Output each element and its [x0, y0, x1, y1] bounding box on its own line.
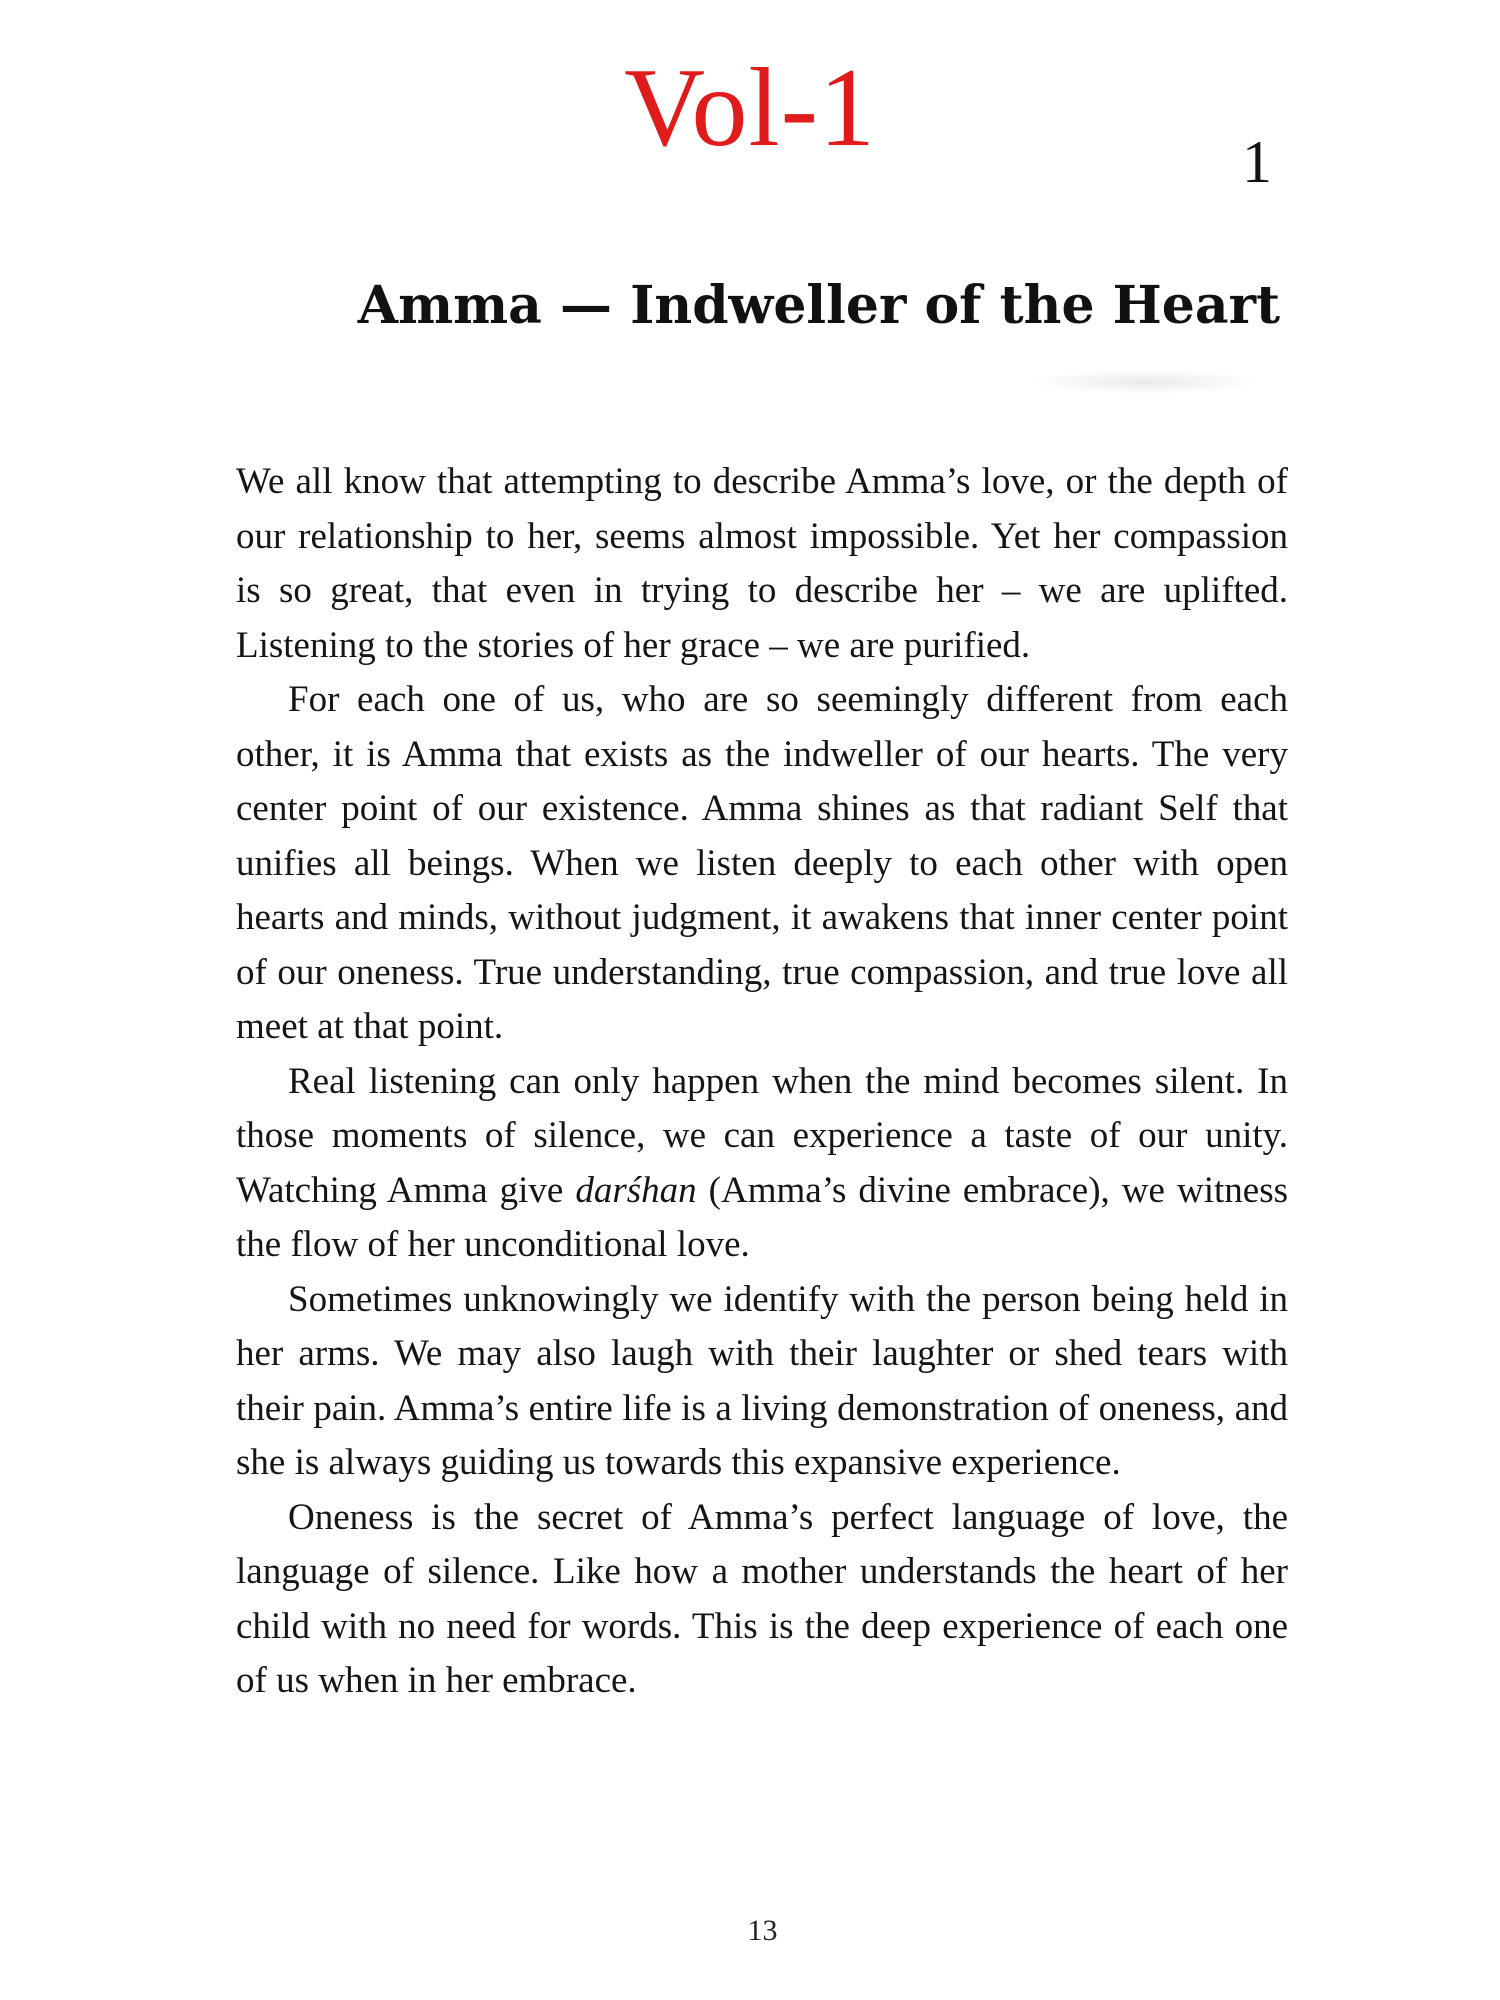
paragraph-4: Sometimes unknowingly we identify with the person being held in her arms. We may also laugh with their laughter or shed tears with their pain. Amma’s entire life is a living demonstration of oneness, and she is always guiding us towards this expansive experience. — [236, 1278, 1288, 1483]
page-number: 13 — [747, 1914, 778, 1947]
scan-speck — [1030, 370, 1260, 394]
paragraph-5: Oneness is the secret of Amma’s perfect language of love, the language of silence. Like how a mother understands the heart of her child with no need for words. This is the deep experience of each one of us when in her embrace. — [236, 1496, 1288, 1701]
paragraph-2: For each one of us, who are so seemingly different from each other, it is Amma that exists as the indweller of our hearts. The very center point of our existence. Amma shines as that radiant Self that unifies all beings. When we listen deeply to each other with open hearts and minds, without judgment, it awakens that inner center point of our oneness. True understanding, true compassion, and true love all meet at that point. — [236, 679, 1288, 1047]
italic-term-darshan: darśhan — [575, 1169, 697, 1211]
chapter-body — [236, 455, 1288, 1709]
paragraph-3-text-after: (Amma’s divine embrace), we witness the flow of her unconditional love. — [236, 1169, 1288, 1265]
volume-label: Vol-1 — [624, 46, 876, 170]
chapter-number: 1 — [1242, 129, 1272, 195]
paragraph-3 — [236, 1055, 1288, 1273]
chapter-title: Amma — Indweller of the Heart — [357, 274, 1280, 336]
paragraph-3-text-before: Real listening can only happen when the mind becomes silent. In those moments of silence, we can experience a taste of our unity. Watching Amma give — [236, 1060, 1288, 1211]
paragraph-1: We all know that attempting to describe Amma’s love, or the depth of our relationship to her, seems almost impossible. Yet her compassion is so great, that even in trying to describe her – we are uplifted. Listening to the stories of her grace – we are purified. — [236, 461, 1288, 666]
